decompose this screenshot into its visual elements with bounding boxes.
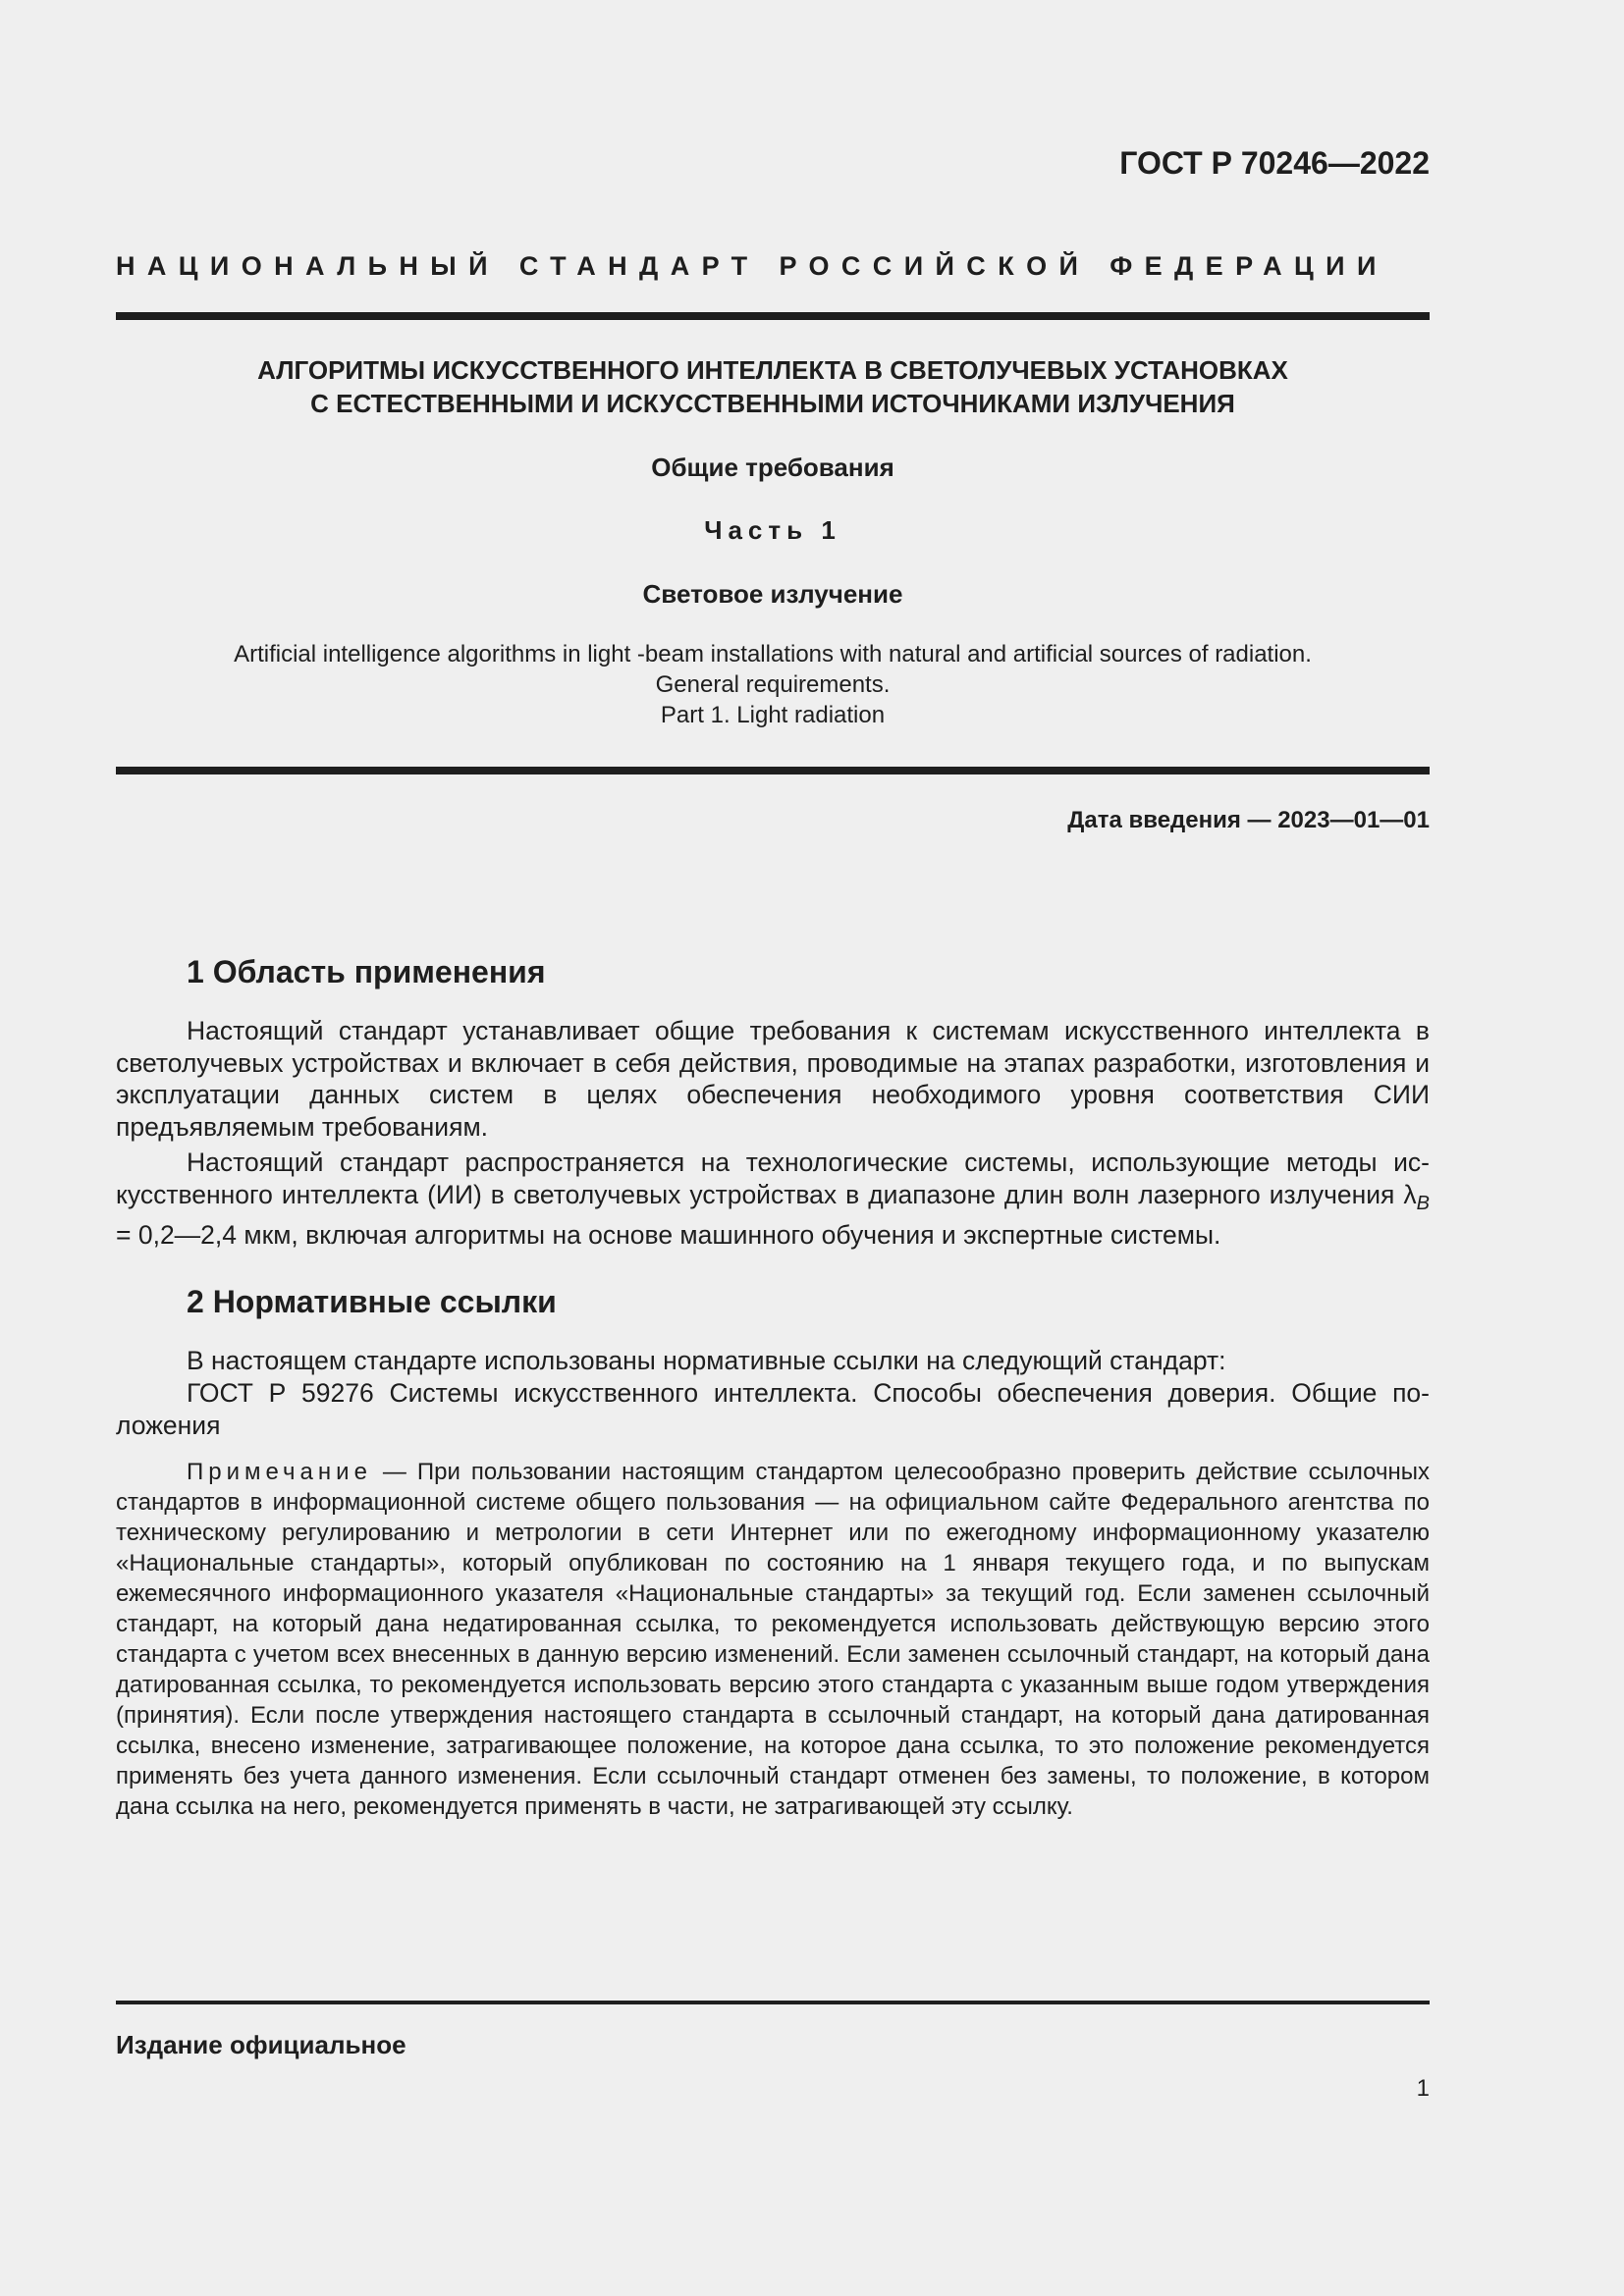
note-label: Примечание: [187, 1459, 372, 1485]
lambda-symbol: λ: [1403, 1179, 1417, 1209]
paragraph-2-text-after: = 0,2—2,4 мкм, включая алгоритмы на основе машинного обучения и экспертные системы.: [116, 1220, 1221, 1250]
top-rule: [116, 312, 1430, 320]
part-label: Часть 1: [704, 515, 841, 545]
note-text: — При пользовании настоящим стандартом целесообразно проверить действие ссылочных стандартов в информационной системе общего пользования — на официальном сайте Федерального агентства по техническому регулированию и метрологии в сети Интернет или по ежегодному информационному указателю «Национальные стандарты», который опубликован по состоянию на 1 января текущего года, и по выпускам ежемесячного информационного указателя «Национальные стандарты» за текущий год. Если заменен ссылочный стандарт, на который дана недатированная ссылка, то рекомендуется использовать действующую версию этого стандарта с учетом всех внесенных в данную версию изменений. Если заменен ссылочный стандарт, на который дана датированная ссылка, то рекомендуется использовать версию этого стандарта с указанным выше годом утверждения (принятия). Если после утверждения настоящего стандарта в ссылочный стандарт, на который дана датированная ссылка, внесено изменение, затрагивающее положение, на которое дана ссылка, то это положение рекомендуется применять без учета данного изменения. Если ссылочный стандарт отменен без замены, то положение, в котором дана ссылка на него, рекомендуется применять в части, не затрагивающей эту ссылку.: [116, 1459, 1430, 1820]
english-title-line-3: Part 1. Light radiation: [660, 702, 886, 728]
section-2-note: [116, 1457, 1430, 1822]
footer-rule: [116, 2001, 1430, 2004]
lambda-subscript: B: [1416, 1192, 1430, 1214]
page-number: 1: [1416, 2075, 1430, 2102]
english-title-line-2: General requirements.: [655, 671, 891, 698]
official-edition-label: Издание официальное: [116, 2030, 406, 2059]
introduction-date: Дата введения — 2023—01—01: [1067, 807, 1430, 833]
title-bottom-rule: [116, 767, 1430, 774]
english-title: [116, 639, 1430, 730]
section-1-heading: 1 Область применения: [187, 954, 546, 989]
section-2-heading: 2 Нормативные ссылки: [187, 1284, 557, 1319]
title-line-2: С ЕСТЕСТВЕННЫМИ И ИСКУССТВЕННЫМИ ИСТОЧНИКАМИ ИЗЛУЧЕНИЯ: [310, 389, 1235, 418]
part-title: Световое излучение: [642, 579, 903, 609]
document-subtitle: Общие требования: [651, 453, 894, 482]
national-standard-banner: НАЦИОНАЛЬНЫЙ СТАНДАРТ РОССИЙСКОЙ ФЕДЕРАЦИИ: [116, 251, 1388, 281]
paragraph-2-text-before: Настоящий стандарт распространяется на технологические системы, использующие методы искусственного интеллекта (ИИ) в светолучевых устройствах в диапазоне длин волн лазерного излучения: [116, 1148, 1430, 1209]
english-title-line-1: Artificial intelligence algorithms in light -beam installations with natural and artificial sources of radiation.: [234, 641, 1312, 667]
section-2-paragraph-2: ГОСТ Р 59276 Системы искусственного интеллекта. Способы обеспечения доверия. Общие положения: [116, 1378, 1430, 1440]
section-2-paragraph-1: В настоящем стандарте использованы нормативные ссылки на следующий стандарт:: [187, 1346, 1226, 1375]
section-1-paragraph-1: Настоящий стандарт устанавливает общие требования к системам искусственного интеллекта в светолучевых устройствах и включает в себя действия, проводимые на этапах разработки, изготовления и эксплуатации данных систем в целях обеспечения необходимого уровня соответствия СИИ предъявляемым требованиям.: [116, 1016, 1430, 1142]
section-1-paragraph-2: [116, 1147, 1430, 1252]
document-title: [116, 353, 1430, 420]
document-number: ГОСТ Р 70246—2022: [1119, 145, 1430, 181]
title-line-1: АЛГОРИТМЫ ИСКУССТВЕННОГО ИНТЕЛЛЕКТА В СВЕТОЛУЧЕВЫХ УСТАНОВКАХ: [257, 355, 1288, 385]
